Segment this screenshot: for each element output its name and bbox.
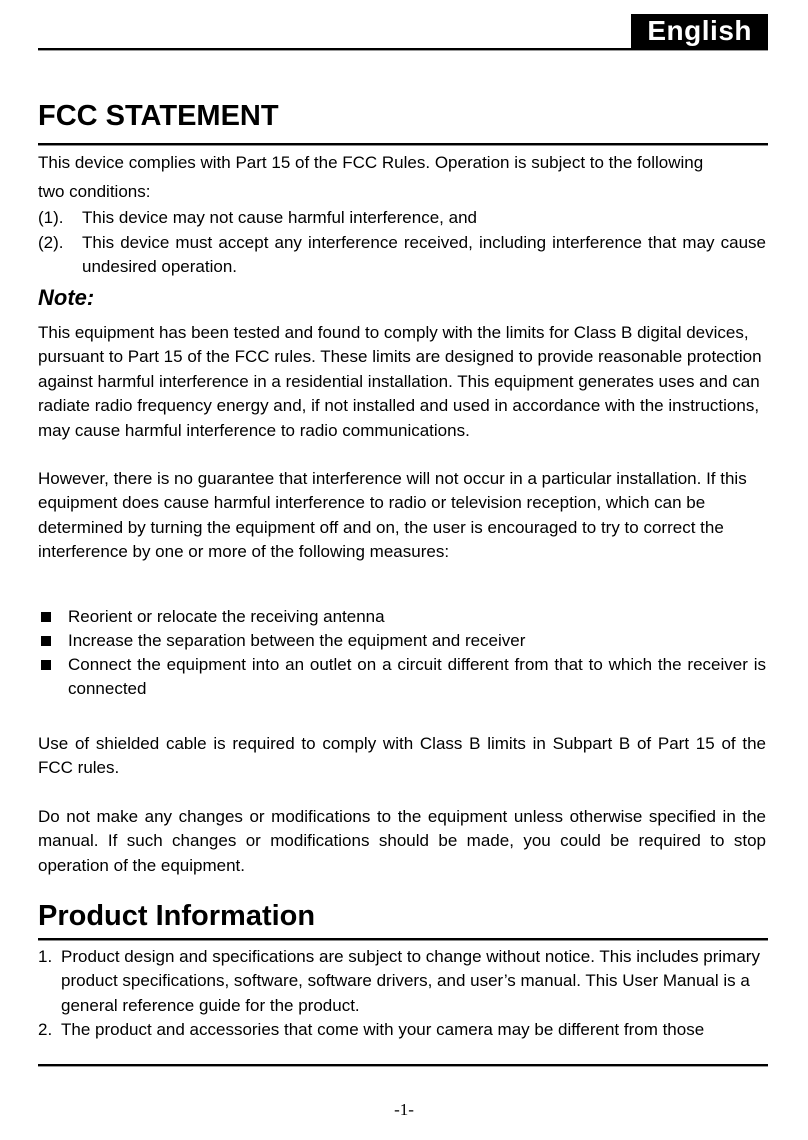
square-bullet-icon	[41, 636, 51, 646]
shielded-cable-paragraph: Use of shielded cable is required to comply with Class B limits in Subpart B of Part 15 of the FCC rules.	[38, 734, 766, 778]
list-item	[38, 945, 766, 1018]
header-rule	[38, 48, 768, 51]
condition-text: This device must accept any interference received, including interference that may cause undesired operation.	[82, 233, 766, 277]
fcc-intro-line2: two conditions:	[38, 182, 151, 201]
product-information-title: Product Information	[38, 900, 316, 932]
item-number: 1.	[38, 947, 53, 966]
footer-rule	[38, 1064, 768, 1067]
fcc-title-rule	[38, 143, 768, 146]
condition-number: (1).	[38, 208, 64, 227]
fcc-intro-line1: This device complies with Part 15 of the FCC Rules. Operation is subject to the following	[38, 153, 704, 172]
note-label: Note:	[38, 285, 95, 310]
page-number: -1-	[394, 1100, 414, 1119]
condition-number: (2).	[38, 233, 64, 252]
square-bullet-icon	[41, 660, 51, 670]
condition-item	[38, 231, 766, 280]
list-item	[38, 1018, 766, 1042]
list-item	[38, 629, 766, 653]
note-paragraph-2: However, there is no guarantee that interference will not occur in a particular installation. If this equipment does cause harmful interference to radio or television reception, which can be determined by turning the equipment off and on, the user is encouraged to try to correct the interference by one or more of the following measures:	[38, 469, 747, 562]
list-item	[38, 605, 766, 629]
item-text: The product and accessories that come with your camera may be different from those	[61, 1020, 705, 1039]
measure-text: Increase the separation between the equipment and receiver	[68, 631, 526, 650]
fcc-statement-title: FCC STATEMENT	[38, 100, 279, 132]
condition-text: This device may not cause harmful interference, and	[82, 208, 477, 227]
list-item	[38, 653, 766, 702]
item-number: 2.	[38, 1020, 53, 1039]
measure-text: Reorient or relocate the receiving antenna	[68, 607, 385, 626]
measure-text: Connect the equipment into an outlet on a circuit different from that to which the receiver is connected	[68, 655, 766, 699]
modifications-paragraph: Do not make any changes or modifications to the equipment unless otherwise specified in the manual. If such changes or modifications should be made, you could be required to stop operation of the equipment.	[38, 807, 766, 875]
product-title-rule	[38, 938, 768, 941]
item-text: Product design and specifications are subject to change without notice. This includes primary product specifications, software, software drivers, and user’s manual. This User Manual is a general reference guide for the product.	[61, 947, 760, 1015]
square-bullet-icon	[41, 612, 51, 622]
note-paragraph-1: This equipment has been tested and found to comply with the limits for Class B digital devices, pursuant to Part 15 of the FCC rules. These limits are designed to provide reasonable protection against harmful interference in a residential installation. This equipment generates uses and can radiate radio frequency energy and, if not installed and used in accordance with the instructions, may cause harmful interference to radio communications.	[38, 323, 762, 440]
condition-item	[38, 206, 766, 230]
language-badge: English	[631, 14, 768, 48]
